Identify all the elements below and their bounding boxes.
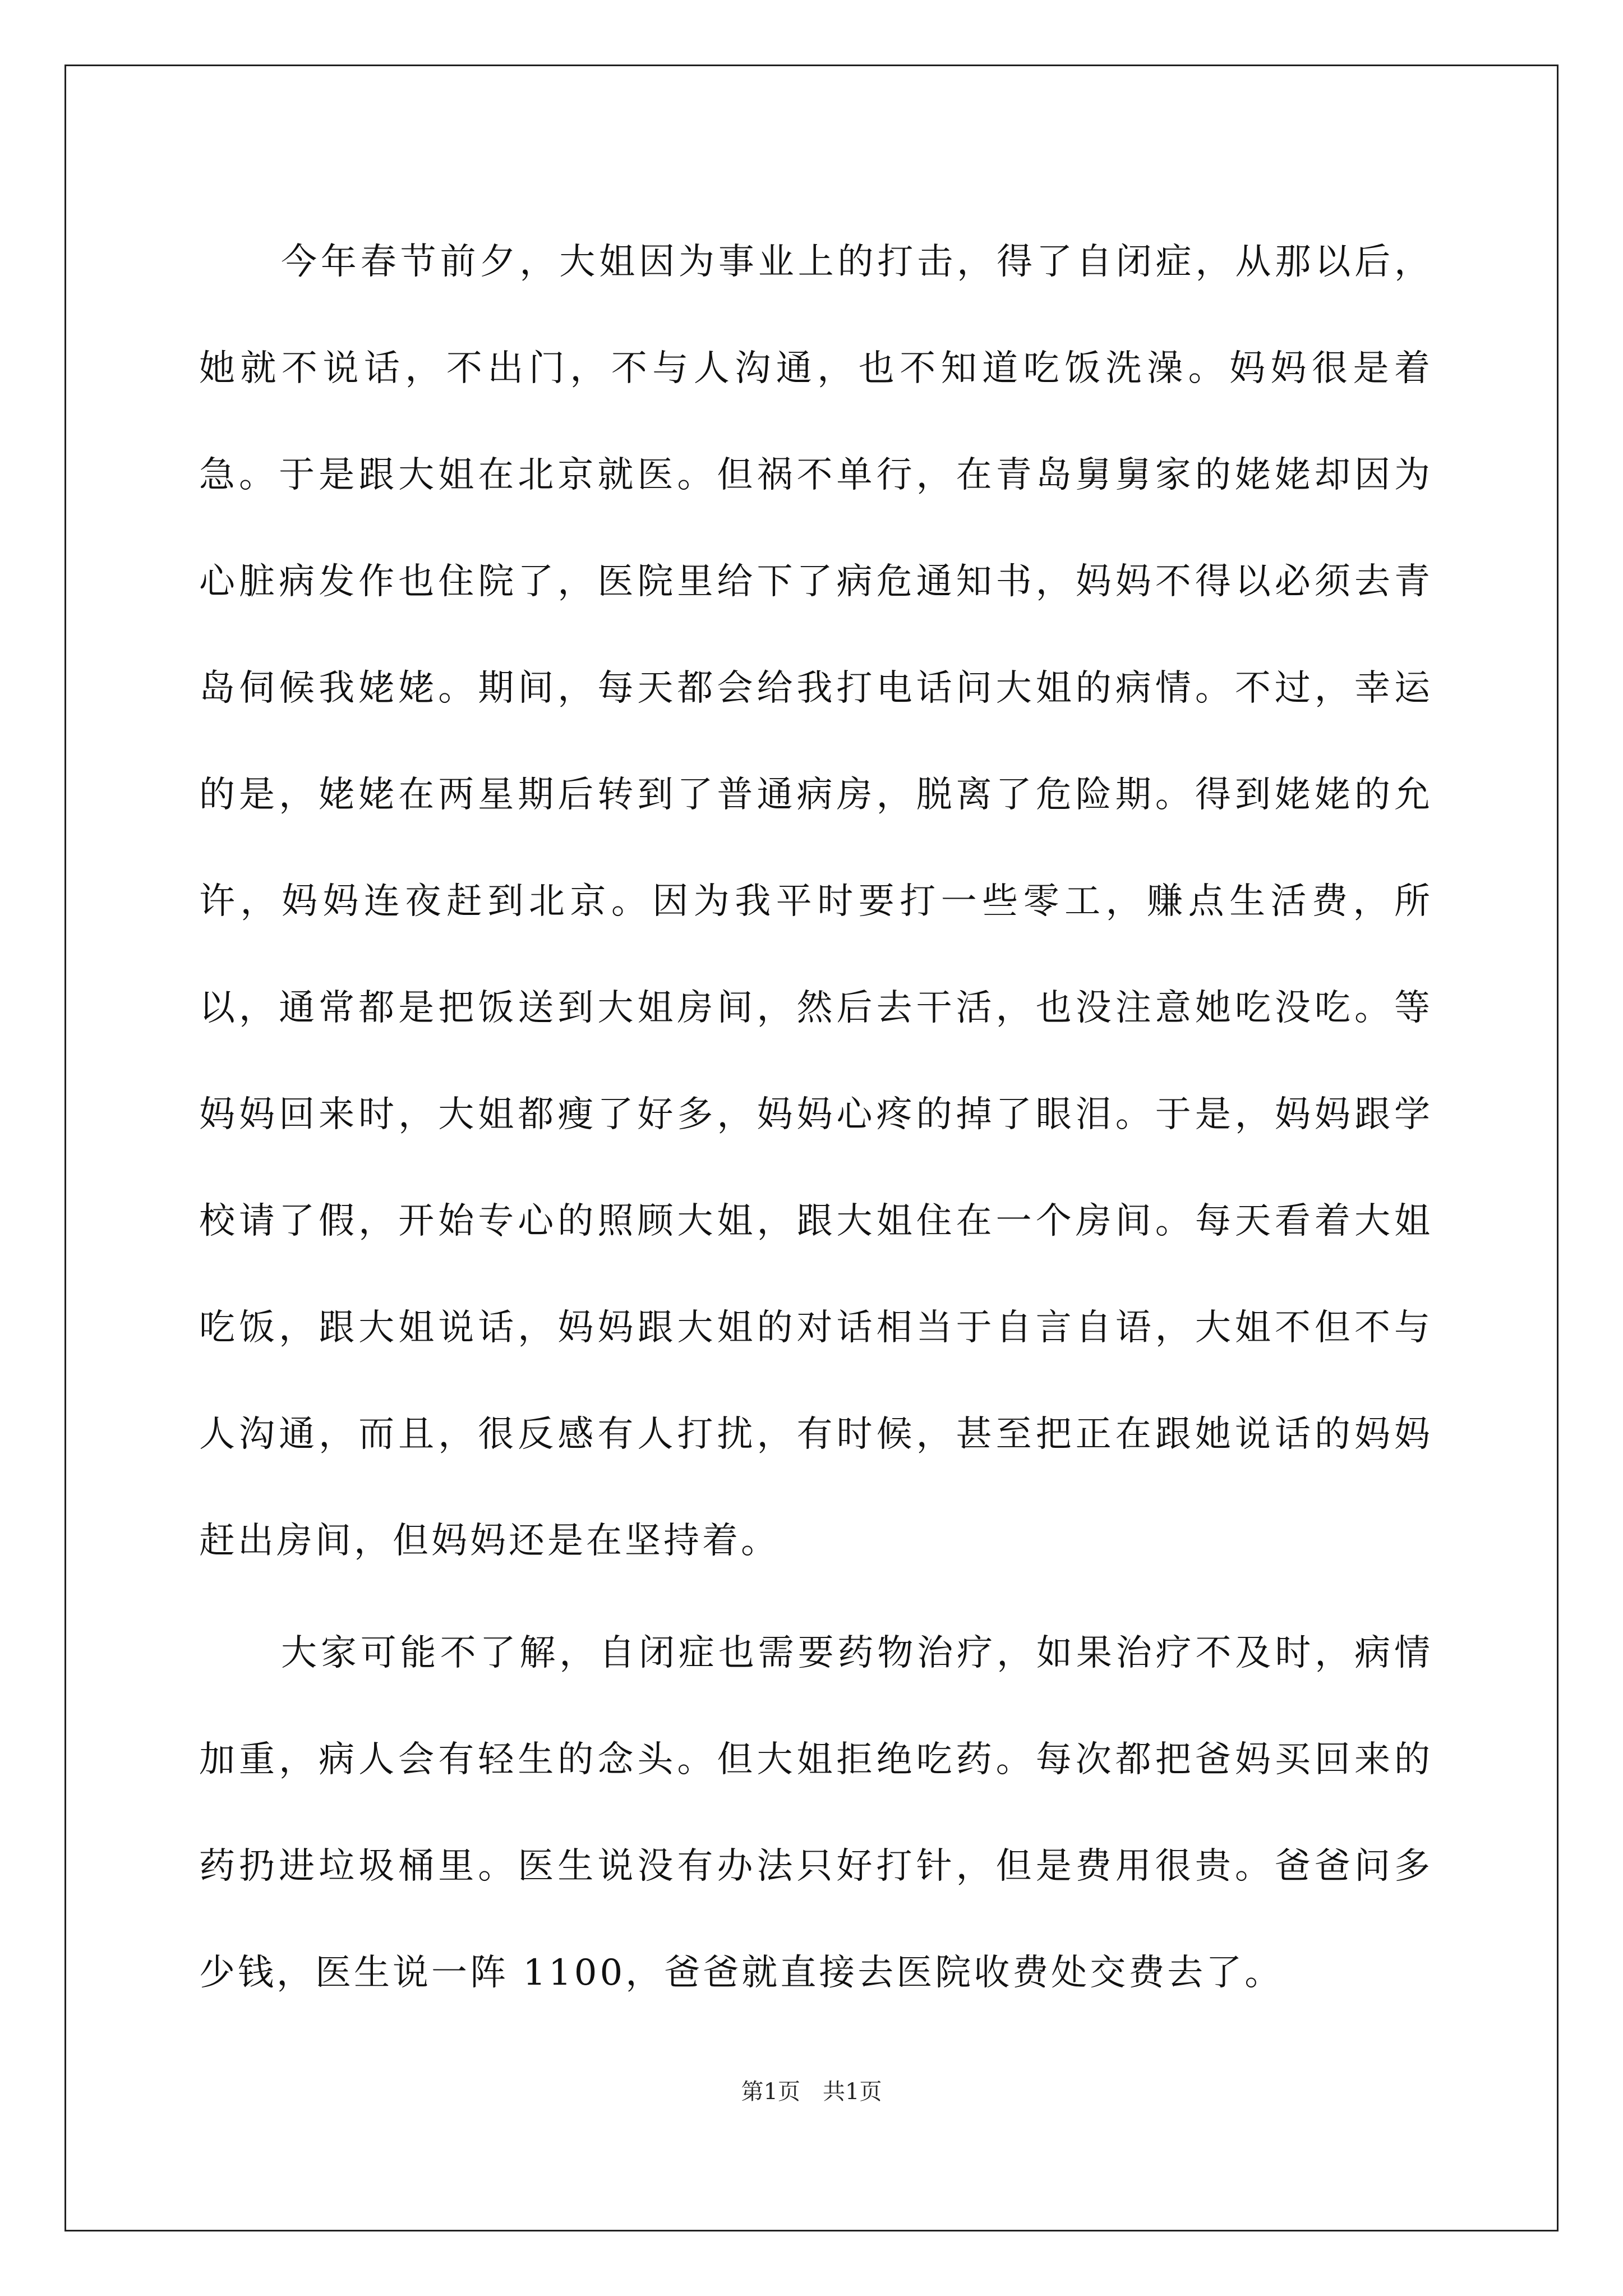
page-footer — [0, 2074, 1623, 2106]
page-number: 第1页 — [741, 2079, 800, 2105]
paragraph: 大家可能不了解，自闭症也需要药物治疗，如果治疗不及时，病情加重，病人会有轻生的念头。但大姐拒绝吃药。每次都把爸妈买回来的药扔进垃圾桶里。医生说没有办法只好打针，但是费用很贵。爸爸问多少钱，医生说一阵 1100，爸爸就直接去医院收费处交费去了。 — [199, 1632, 1433, 1994]
paragraph: 今年春节前夕，大姐因为事业上的打击，得了自闭症，从那以后，她就不说话，不出门，不与人沟通，也不知道吃饭洗澡。妈妈很是着急。于是跟大姐在北京就医。但祸不单行，在青岛舅舅家的姥姥却因为心脏病发作也住院了，医院里给下了病危通知书，妈妈不得以必须去青岛伺候我姥姥。期间，每天都会给我打电话问大姐的病情。不过，幸运的是，姥姥在两星期后转到了普通病房，脱离了危险期。得到姥姥的允许，妈妈连夜赶到北京。因为我平时要打一些零工，赚点生活费，所以，通常都是把饭送到大姐房间，然后去干活，也没注意她吃没吃。等妈妈回来时，大姐都瘦了好多，妈妈心疼的掉了眼泪。于是，妈妈跟学校请了假，开始专心的照顾大姐，跟大姐住在一个房间。每天看着大姐吃饭，跟大姐说话，妈妈跟大姐的对话相当于自言自语，大姐不但不与人沟通，而且，很反感有人打扰，有时候，甚至把正在跟她说话的妈妈赶出房间，但妈妈还是在坚持着。 — [199, 241, 1433, 1562]
page-total: 共1页 — [823, 2079, 882, 2105]
document-body — [199, 209, 1433, 2026]
